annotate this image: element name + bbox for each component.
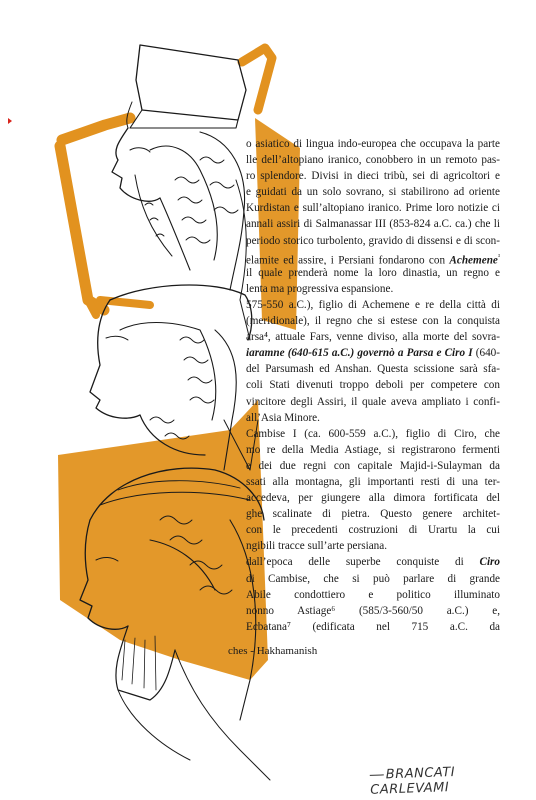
text-line: del Parsumash ed Anshan. Questa scissione sarà sfa- [246,363,500,376]
text-line: ssati alla montagna, gli importanti resti di una ter- [246,475,500,488]
text-line: mo re della Media Astiage, si registrarono fermenti [246,443,500,456]
text-line: e guidati da un solo sovrano, si stabilirono ad oriente [246,186,500,199]
text-fragment: iaramne (640-615 a.C.) governò a Parsa e [246,347,442,360]
text-line: nonno Astiage⁶ (585/3-560/50 a.C.) e, [246,604,500,617]
text-line: ghe scalinate di pietra. Questo genere architet- [246,508,500,521]
text-line: Ecbatana⁷ (edificata nel 715 a.C. da [246,620,500,633]
head-middle-cap [90,285,258,470]
text-line: all’Asia Minore. [246,411,320,424]
text-line: ro splendore. Divisi in dieci tribù, sei di agricoltori e [246,170,500,183]
name-achemene: Achemene [449,254,498,265]
text-line: ngibili tracce sull’arte persiana. [246,540,388,553]
text-line: il quale prenderà nome la loro dinastia, un regno e [246,266,500,279]
figure-caption: ches - Hakhamanish [228,645,318,657]
head-bottom-helmet [80,468,270,780]
text-line: Kurdistan e sull’altopiano iranico. Prime loro notizie ci [246,202,500,215]
text-fragment: (640- [472,347,500,360]
text-line: lle dell’altopiano iranico, conobbero in un remoto pas- [246,154,500,167]
artist-signature [370,762,536,798]
text-fragment: elamite ed assire, i Persiani fondarono con [246,254,446,265]
text-line: (meridionale), il regno che si estese con la conquista [246,315,500,328]
name-ciro-i: Ciro I [444,347,473,360]
head-top-tall-hat [112,45,250,340]
text-line: coli Stati divenuti troppo deboli per competere con [246,379,500,392]
name-ciro: Ciro [479,556,500,569]
text-line: Cambise I (ca. 600-559 a.C.), figlio di Ciro, che [246,427,500,440]
signature-text: BRANCATI CARLEVAMI [370,764,456,798]
text-line: arsa⁴, attuale Fars, venne diviso, alla morte del sovra- [246,331,500,344]
text-line: di Cambise, che si può parlare di grande [246,572,500,585]
text-line: e dei due regni con capitale Majid-i-Sulayman da [246,459,500,472]
text-line: lenta ma progressiva espansione. [246,282,394,295]
footnote-ref: ³ [497,252,500,261]
text-fragment: dall’epoca delle superbe conquiste di [246,556,464,569]
text-line: Abile condottiero e politico illuminato [246,588,500,601]
text-line: accedeva, per giungere alla dimora fortificata del [246,492,500,505]
text-line: con le precedenti costruzioni di Urartu la cui [246,524,500,537]
text-line: annali assiri di Salmanassar III (853-824 a.C. ca.) che li [246,218,500,231]
text-line: periodo storico turbolento, gravido di dissensi e di scon- [246,234,500,247]
signature-dash [370,774,384,775]
text-line: o asiatico di lingua indo-europea che occupava la parte [246,138,500,150]
text-line: vincitore degli Assiri, il quale aveva ampliato i confi- [246,395,500,408]
text-line: 575-550 a.C.), figlio di Achemene e re della città di [246,298,500,311]
